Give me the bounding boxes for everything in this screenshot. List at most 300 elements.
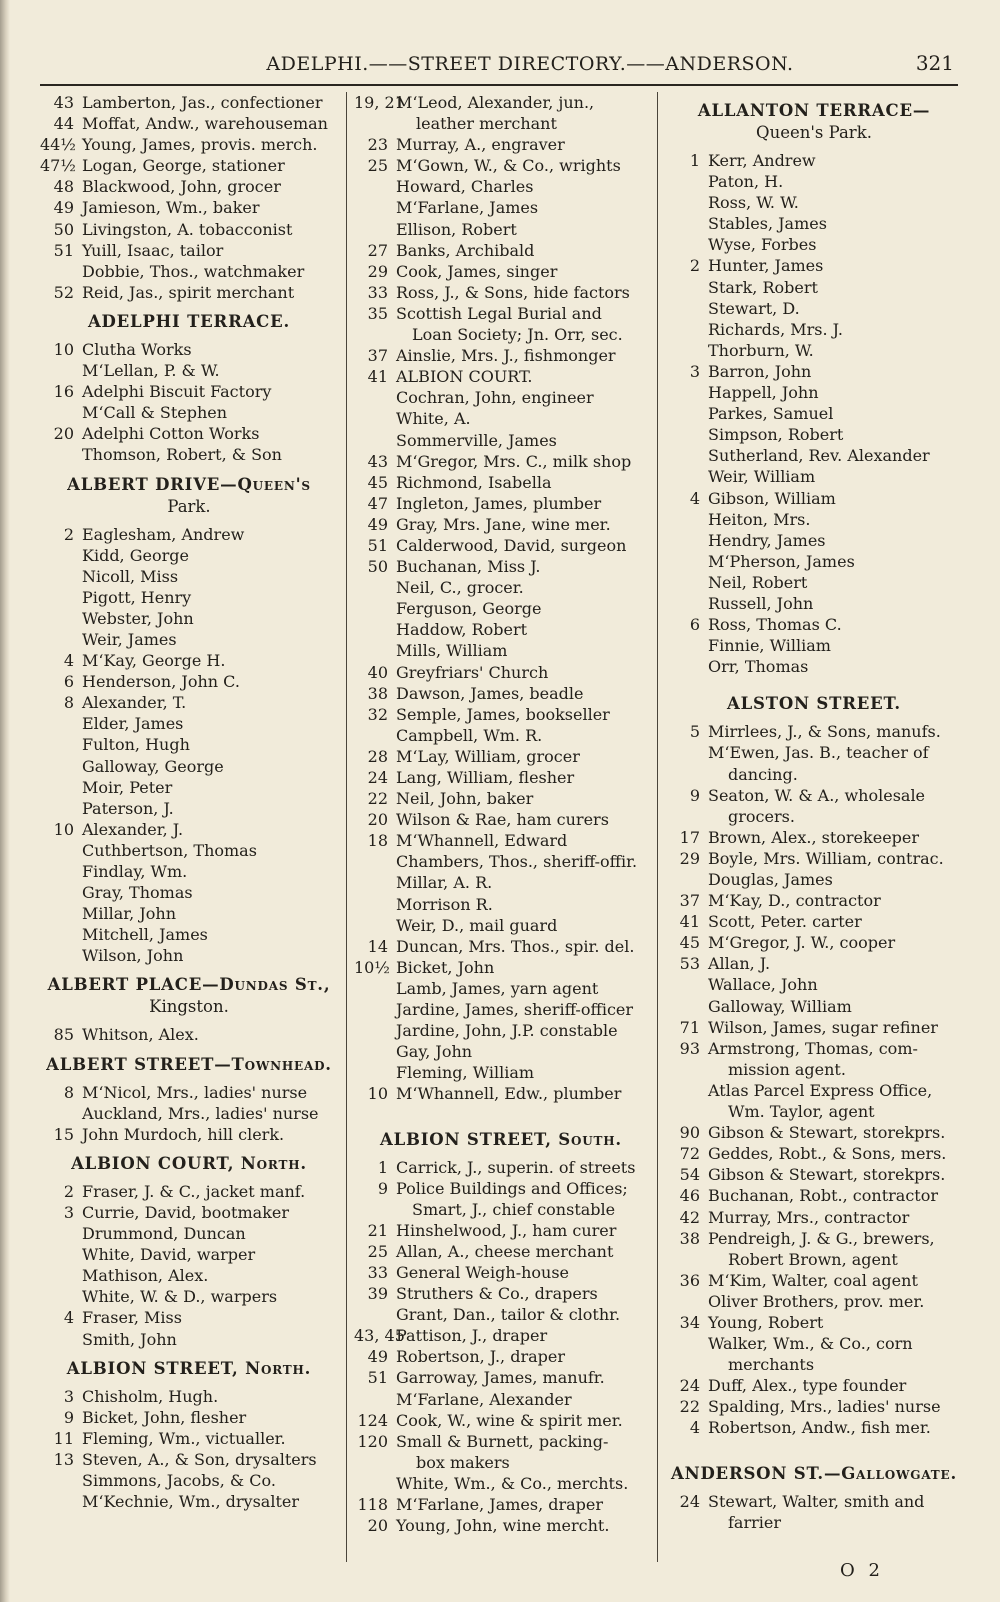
house-number: 53 bbox=[679, 954, 700, 974]
directory-entry bbox=[354, 472, 648, 493]
directory-entry bbox=[666, 551, 962, 572]
house-number: 44 bbox=[53, 114, 74, 134]
directory-entry bbox=[354, 1431, 648, 1452]
column-3 bbox=[666, 92, 962, 1562]
house-number: 45 bbox=[679, 933, 700, 953]
house-number: 20 bbox=[367, 1516, 388, 1536]
entry-text: Logan, George, stationer bbox=[82, 156, 285, 176]
entry-text: White, W. & D., warpers bbox=[82, 1287, 278, 1307]
entry-text: Duff, Alex., type founder bbox=[708, 1376, 907, 1396]
entry-text: Police Buildings and Offices; bbox=[396, 1178, 628, 1198]
directory-entry bbox=[40, 339, 338, 360]
directory-entry bbox=[354, 324, 648, 345]
directory-entry bbox=[666, 1207, 962, 1228]
directory-entry bbox=[354, 1452, 648, 1473]
entry-text: Geddes, Robt., & Sons, mers. bbox=[708, 1144, 947, 1164]
entry-text: Scottish Legal Burial and bbox=[396, 303, 602, 323]
house-number: 21 bbox=[367, 1220, 388, 1240]
house-number: 49 bbox=[53, 198, 74, 218]
house-number: 18 bbox=[367, 831, 388, 851]
directory-entry bbox=[40, 819, 338, 840]
entry-text: Atlas Parcel Express Office, bbox=[708, 1080, 933, 1100]
entry-text: Brown, Alex., storekeeper bbox=[708, 827, 920, 847]
entry-text: Fraser, Miss bbox=[82, 1308, 182, 1328]
directory-entry bbox=[354, 725, 648, 746]
directory-entry bbox=[666, 382, 962, 403]
entry-text: Gibson, William bbox=[708, 488, 836, 508]
entry-text: Allan, J. bbox=[708, 954, 771, 974]
house-number: 27 bbox=[367, 240, 388, 260]
directory-entry bbox=[40, 840, 338, 861]
house-number: 43 bbox=[53, 93, 74, 112]
house-number: 85 bbox=[53, 1025, 74, 1045]
directory-entry bbox=[354, 1367, 648, 1388]
directory-entry bbox=[354, 894, 648, 915]
directory-entry bbox=[666, 1333, 962, 1354]
entry-text: Pattison, J., draper bbox=[396, 1326, 548, 1346]
entry-text: M‘Whannell, Edw., plumber bbox=[396, 1084, 622, 1104]
directory-entry bbox=[666, 890, 962, 911]
directory-entry bbox=[354, 640, 648, 661]
entry-text: Pendreigh, J. & G., brewers, bbox=[708, 1228, 935, 1248]
directory-entry bbox=[354, 1157, 648, 1178]
directory-entry bbox=[354, 1020, 648, 1041]
entry-text: Stewart, Walter, smith and bbox=[708, 1491, 925, 1511]
entry-text: Small & Burnett, packing- bbox=[396, 1431, 609, 1451]
directory-entry bbox=[40, 798, 338, 819]
house-number: 50 bbox=[367, 557, 388, 577]
directory-entry bbox=[354, 936, 648, 957]
entry-text: Ingleton, James, plumber bbox=[396, 493, 602, 513]
directory-entry bbox=[40, 545, 338, 566]
entry-text: Kerr, Andrew bbox=[708, 151, 816, 170]
section-heading: ALBERT STREET—Townhead. bbox=[46, 1054, 332, 1074]
house-number: 90 bbox=[679, 1123, 700, 1143]
entry-text: Cuthbertson, Thomas bbox=[82, 840, 257, 860]
directory-entry bbox=[40, 650, 338, 671]
house-number: 6 bbox=[689, 615, 700, 635]
entry-text: Lamb, James, yarn agent bbox=[396, 978, 599, 998]
house-number: 39 bbox=[367, 1284, 388, 1304]
directory-entry bbox=[666, 614, 962, 635]
entry-text: M‘Nicol, Mrs., ladies' nurse bbox=[82, 1082, 308, 1102]
entry-text: Lamberton, Jas., confectioner bbox=[82, 93, 323, 112]
house-number: 9 bbox=[63, 1407, 74, 1427]
entry-text: Nicoll, Miss bbox=[82, 566, 179, 586]
house-number: 9 bbox=[377, 1178, 388, 1198]
entry-text: grocers. bbox=[728, 806, 795, 826]
directory-entry bbox=[354, 915, 648, 936]
house-number: 38 bbox=[679, 1228, 700, 1248]
entry-text: Scott, Peter. carter bbox=[708, 912, 862, 932]
entry-text: Findlay, Wm. bbox=[82, 862, 188, 881]
entry-text: Greyfriars' Church bbox=[396, 662, 549, 682]
directory-entry bbox=[666, 1291, 962, 1312]
house-number: 25 bbox=[367, 156, 388, 176]
house-number: 3 bbox=[63, 1386, 74, 1406]
directory-entry bbox=[666, 593, 962, 614]
directory-entry bbox=[40, 734, 338, 755]
entry-text: Murray, A., engraver bbox=[396, 135, 565, 155]
entry-text: Orr, Thomas bbox=[708, 657, 809, 677]
entry-text: Kidd, George bbox=[82, 545, 189, 565]
directory-entry bbox=[40, 692, 338, 713]
directory-entry bbox=[666, 827, 962, 848]
house-number: 52 bbox=[53, 282, 74, 302]
entry-text: Duncan, Mrs. Thos., spir. del. bbox=[396, 936, 635, 956]
entry-text: Blackwood, John, grocer bbox=[82, 177, 281, 197]
house-number: 3 bbox=[63, 1202, 74, 1222]
directory-entry bbox=[666, 911, 962, 932]
directory-entry bbox=[666, 764, 962, 785]
house-number: 15 bbox=[53, 1124, 74, 1144]
entry-text: M‘Ewen, Jas. B., teacher of bbox=[708, 743, 929, 763]
entry-text: Boyle, Mrs. William, contrac. bbox=[708, 848, 944, 868]
entry-text: merchants bbox=[728, 1355, 815, 1375]
entry-text: Russell, John bbox=[708, 593, 814, 613]
directory-entry bbox=[666, 996, 962, 1017]
entry-text: Mirrlees, J., & Sons, manufs. bbox=[708, 722, 941, 742]
house-number: 42 bbox=[679, 1207, 700, 1227]
entry-text: Robert Brown, agent bbox=[728, 1249, 898, 1269]
entry-text: M‘Gown, W., & Co., wrights bbox=[396, 156, 621, 176]
directory-entry bbox=[40, 903, 338, 924]
house-number: 6 bbox=[63, 672, 74, 692]
entry-text: Weir, James bbox=[82, 629, 177, 649]
house-number: 4 bbox=[63, 1308, 74, 1328]
directory-entry bbox=[354, 1262, 648, 1283]
directory-entry bbox=[666, 1164, 962, 1185]
directory-entry bbox=[666, 1143, 962, 1164]
entry-text: Morrison R. bbox=[396, 894, 493, 914]
entry-text: Douglas, James bbox=[708, 870, 833, 889]
directory-entry bbox=[40, 924, 338, 945]
entry-text: White, A. bbox=[396, 409, 471, 429]
house-number: 49 bbox=[367, 1347, 388, 1367]
directory-entry bbox=[354, 366, 648, 387]
entry-text: Garroway, James, manufr. bbox=[396, 1368, 605, 1388]
house-number: 49 bbox=[367, 514, 388, 534]
directory-entry bbox=[666, 1038, 962, 1059]
entry-text: Simmons, Jacobs, & Co. bbox=[82, 1470, 276, 1490]
directory-entry bbox=[40, 1223, 338, 1244]
entry-text: M‘Kim, Walter, coal agent bbox=[708, 1270, 918, 1290]
house-number: 34 bbox=[679, 1312, 700, 1332]
house-number: 8 bbox=[63, 693, 74, 713]
directory-entry bbox=[354, 1389, 648, 1410]
directory-entry bbox=[40, 1329, 338, 1350]
directory-entry bbox=[40, 777, 338, 798]
entry-text: Buchanan, Robt., contractor bbox=[708, 1186, 938, 1206]
entry-text: M‘Farlane, James, draper bbox=[396, 1495, 604, 1514]
house-number: 23 bbox=[367, 135, 388, 155]
directory-entry bbox=[40, 1082, 338, 1103]
directory-entry bbox=[40, 671, 338, 692]
house-number: 5 bbox=[689, 722, 700, 742]
entry-text: Young, John, wine mercht. bbox=[396, 1516, 610, 1536]
directory-entry bbox=[354, 1199, 648, 1220]
entry-text: Auckland, Mrs., ladies' nurse bbox=[82, 1103, 319, 1123]
entry-text: Jardine, John, J.P. constable bbox=[396, 1021, 618, 1041]
entry-text: Currie, David, bootmaker bbox=[82, 1202, 289, 1222]
house-number: 10 bbox=[367, 1084, 388, 1104]
directory-entry bbox=[666, 1122, 962, 1143]
house-number: 19, 21 bbox=[354, 93, 405, 112]
entry-text: Galloway, George bbox=[82, 756, 224, 776]
directory-entry bbox=[666, 424, 962, 445]
directory-entry bbox=[666, 721, 962, 742]
entry-text: Moffat, Andw., warehouseman bbox=[82, 114, 328, 134]
directory-entry bbox=[354, 1304, 648, 1325]
entry-text: Wyse, Forbes bbox=[708, 235, 817, 255]
entry-text: M‘Farlane, Alexander bbox=[396, 1389, 572, 1409]
directory-entry bbox=[40, 261, 338, 282]
house-number: 51 bbox=[367, 535, 388, 555]
entry-text: Paton, H. bbox=[708, 172, 784, 192]
directory-entry bbox=[40, 155, 338, 176]
section-subheading: Park. bbox=[167, 496, 211, 516]
section-subheading: Kingston. bbox=[149, 997, 229, 1017]
entry-text: Jardine, James, sheriff-officer bbox=[396, 1000, 634, 1020]
directory-entry bbox=[354, 872, 648, 893]
house-number: 2 bbox=[63, 1181, 74, 1201]
house-number: 20 bbox=[53, 424, 74, 444]
directory-entry bbox=[40, 1449, 338, 1470]
house-number: 1 bbox=[689, 151, 700, 170]
entry-text: Thorburn, W. bbox=[708, 340, 814, 360]
entry-text: Livingston, A. tobacconist bbox=[82, 219, 293, 239]
directory-entry bbox=[354, 1041, 648, 1062]
directory-entry bbox=[354, 683, 648, 704]
entry-text: M‘Call & Stephen bbox=[82, 403, 228, 423]
house-number: 41 bbox=[679, 912, 700, 932]
directory-entry bbox=[354, 1473, 648, 1494]
entry-text: Yuill, Isaac, tailor bbox=[82, 240, 224, 260]
directory-entry bbox=[666, 1417, 962, 1438]
entry-text: Carrick, J., superin. of streets bbox=[396, 1157, 636, 1177]
directory-entry bbox=[40, 402, 338, 423]
entry-text: Lang, William, flesher bbox=[396, 768, 575, 787]
entry-text: Steven, A., & Son, drysalters bbox=[82, 1449, 317, 1469]
entry-text: Richmond, Isabella bbox=[396, 472, 552, 492]
entry-text: Gibson & Stewart, storekprs. bbox=[708, 1165, 946, 1185]
entry-text: M‘Kay, D., contractor bbox=[708, 891, 881, 911]
house-number: 37 bbox=[367, 346, 388, 366]
entry-text: Barron, John bbox=[708, 361, 812, 381]
house-number: 8 bbox=[63, 1082, 74, 1102]
entry-text: Seaton, W. & A., wholesale bbox=[708, 785, 926, 805]
entry-text: M‘Gregor, Mrs. C., milk shop bbox=[396, 451, 632, 471]
entry-text: Adelphi Biscuit Factory bbox=[82, 382, 272, 402]
house-number: 44½ bbox=[40, 135, 76, 155]
entry-text: White, David, warper bbox=[82, 1245, 256, 1265]
directory-entry bbox=[40, 240, 338, 261]
house-number: 10 bbox=[53, 339, 74, 359]
entry-text: Neil, John, baker bbox=[396, 789, 534, 809]
entry-text: M‘Gregor, J. W., cooper bbox=[708, 933, 896, 953]
entry-text: M‘Farlane, James bbox=[396, 198, 539, 218]
directory-entry bbox=[40, 1244, 338, 1265]
house-number: 46 bbox=[679, 1186, 700, 1206]
directory-entry bbox=[40, 1386, 338, 1407]
section-subheading: Queen's Park. bbox=[756, 123, 872, 142]
directory-entry bbox=[40, 629, 338, 650]
directory-entry bbox=[40, 423, 338, 444]
entry-text: Happell, John bbox=[708, 383, 819, 403]
directory-entry bbox=[354, 493, 648, 514]
house-number: 33 bbox=[367, 282, 388, 302]
directory-entry bbox=[666, 530, 962, 551]
directory-entry bbox=[666, 509, 962, 530]
directory-entry bbox=[40, 282, 338, 303]
house-number: 13 bbox=[53, 1449, 74, 1469]
entry-text: box makers bbox=[416, 1452, 510, 1472]
entry-text: Reid, Jas., spirit merchant bbox=[82, 282, 295, 302]
directory-entry bbox=[666, 1512, 962, 1533]
page-number: 321 bbox=[915, 51, 954, 75]
entry-text: Simpson, Robert bbox=[708, 425, 844, 445]
entry-text: Jamieson, Wm., baker bbox=[82, 198, 260, 218]
entry-text: Fleming, Wm., victualler. bbox=[82, 1428, 286, 1448]
entry-text: Mathison, Alex. bbox=[82, 1266, 209, 1286]
entry-text: Parkes, Samuel bbox=[708, 404, 834, 424]
directory-entry bbox=[354, 219, 648, 240]
entry-text: Sutherland, Rev. Alexander bbox=[708, 446, 930, 466]
entry-text: farrier bbox=[728, 1512, 781, 1532]
directory-entry bbox=[354, 746, 648, 767]
house-number: 2 bbox=[689, 256, 700, 276]
directory-entry bbox=[40, 197, 338, 218]
entry-text: Young, James, provis. merch. bbox=[82, 135, 318, 155]
entry-text: Spalding, Mrs., ladies' nurse bbox=[708, 1397, 941, 1417]
directory-entry bbox=[666, 848, 962, 869]
entry-text: Hunter, James bbox=[708, 256, 824, 276]
directory-entry bbox=[666, 1312, 962, 1333]
directory-entry bbox=[354, 1515, 648, 1536]
directory-entry bbox=[40, 1103, 338, 1124]
directory-entry bbox=[40, 176, 338, 197]
directory-entry bbox=[354, 92, 648, 113]
column-divider bbox=[346, 92, 347, 1562]
directory-entry bbox=[666, 192, 962, 213]
house-number: 36 bbox=[679, 1270, 700, 1290]
directory-entry bbox=[354, 303, 648, 324]
entry-text: Ainslie, Mrs. J., fishmonger bbox=[396, 346, 616, 366]
column-1 bbox=[40, 92, 338, 1562]
directory-entry bbox=[354, 387, 648, 408]
entry-text: White, Wm., & Co., merchts. bbox=[396, 1473, 629, 1493]
entry-text: Robertson, Andw., fish mer. bbox=[708, 1418, 931, 1438]
entry-text: Young, Robert bbox=[708, 1312, 824, 1332]
entry-text: Allan, A., cheese merchant bbox=[396, 1241, 614, 1261]
directory-entry bbox=[666, 466, 962, 487]
directory-entry bbox=[40, 360, 338, 381]
house-number: 3 bbox=[689, 361, 700, 381]
entry-text: Drummond, Duncan bbox=[82, 1224, 246, 1244]
house-number: 24 bbox=[679, 1376, 700, 1396]
directory-entry bbox=[40, 1491, 338, 1512]
entry-text: ALBION COURT. bbox=[396, 367, 533, 387]
entry-text: Wilson, John bbox=[82, 946, 184, 966]
entry-text: Webster, John bbox=[82, 608, 194, 628]
entry-text: Weir, William bbox=[708, 467, 816, 487]
entry-text: Finnie, William bbox=[708, 636, 831, 656]
house-number: 25 bbox=[367, 1241, 388, 1261]
directory-entry bbox=[354, 957, 648, 978]
directory-entry bbox=[354, 1083, 648, 1104]
directory-entry bbox=[354, 978, 648, 999]
directory-entry bbox=[354, 1410, 648, 1431]
entry-text: Ellison, Robert bbox=[396, 219, 517, 239]
house-number: 24 bbox=[679, 1491, 700, 1511]
house-number: 20 bbox=[367, 810, 388, 830]
directory-entry bbox=[40, 1124, 338, 1145]
section-heading: ALBERT PLACE—Dundas St., bbox=[47, 975, 331, 995]
page-binding-shadow bbox=[0, 0, 10, 1602]
directory-entry bbox=[40, 608, 338, 629]
entry-text: M‘Leod, Alexander, jun., bbox=[396, 93, 595, 112]
entry-text: Eaglesham, Andrew bbox=[82, 524, 245, 544]
house-number: 43, 45 bbox=[354, 1326, 405, 1346]
directory-entry bbox=[40, 1407, 338, 1428]
directory-entry bbox=[40, 381, 338, 402]
entry-text: Dobbie, Thos., watchmaker bbox=[82, 261, 305, 281]
entry-text: Robertson, J., draper bbox=[396, 1347, 566, 1367]
house-number: 4 bbox=[63, 651, 74, 671]
entry-text: Heiton, Mrs. bbox=[708, 509, 811, 529]
entry-text: Cook, W., wine & spirit mer. bbox=[396, 1410, 623, 1430]
entry-text: Weir, D., mail guard bbox=[396, 915, 558, 935]
house-number: 124 bbox=[357, 1410, 388, 1430]
house-number: 11 bbox=[53, 1428, 74, 1448]
entry-text: Ross, J., & Sons, hide factors bbox=[396, 282, 630, 302]
entry-text: M‘Kay, George H. bbox=[82, 651, 226, 671]
entry-text: Struthers & Co., drapers bbox=[396, 1284, 598, 1304]
entry-text: Elder, James bbox=[82, 714, 184, 734]
house-number: 38 bbox=[367, 683, 388, 703]
house-number: 118 bbox=[357, 1495, 388, 1514]
directory-entry bbox=[40, 587, 338, 608]
entry-text: Whitson, Alex. bbox=[82, 1025, 199, 1045]
directory-entry bbox=[354, 134, 648, 155]
directory-entry bbox=[40, 1181, 338, 1202]
entry-text: M‘Whannell, Edward bbox=[396, 831, 568, 851]
directory-entry bbox=[354, 155, 648, 176]
entry-text: Neil, Robert bbox=[708, 572, 808, 592]
entry-text: Semple, James, bookseller bbox=[396, 704, 610, 724]
entry-text: Buchanan, Miss J. bbox=[396, 557, 541, 577]
directory-entry bbox=[354, 113, 648, 134]
entry-text: Smith, John bbox=[82, 1329, 177, 1349]
entry-text: Bicket, John bbox=[396, 957, 495, 977]
directory-entry bbox=[666, 340, 962, 361]
entry-text: Cook, James, singer bbox=[396, 261, 558, 281]
section-heading: ALSTON STREET. bbox=[727, 694, 901, 714]
entry-text: Campbell, Wm. R. bbox=[396, 725, 543, 745]
entry-text: Wilson, James, sugar refiner bbox=[708, 1017, 938, 1037]
entry-text: Murray, Mrs., contractor bbox=[708, 1207, 910, 1227]
spacer bbox=[666, 1439, 962, 1455]
section-heading: ADELPHI TERRACE. bbox=[87, 311, 291, 331]
directory-entry bbox=[666, 234, 962, 255]
house-number: 33 bbox=[367, 1262, 388, 1282]
entry-text: Smart, J., chief constable bbox=[412, 1199, 616, 1219]
directory-entry bbox=[666, 488, 962, 509]
running-head: ADELPHI.——STREET DIRECTORY.——ANDERSON. bbox=[266, 53, 794, 75]
directory-entry bbox=[354, 451, 648, 472]
entry-text: M‘Lay, William, grocer bbox=[396, 746, 580, 766]
entry-text: Banks, Archibald bbox=[396, 240, 535, 260]
